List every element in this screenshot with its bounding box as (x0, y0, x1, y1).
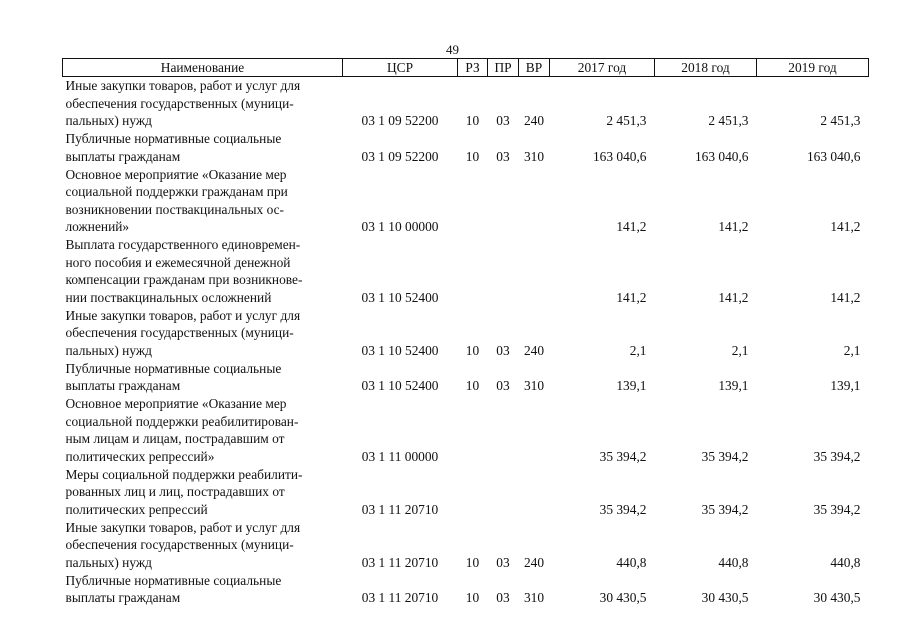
row-name: Основное мероприятие «Оказание мер социальной поддержки гражданам при возникновении поствакцинальных ос- ложнений» (65, 166, 288, 234)
row-rz (458, 395, 488, 466)
row-vr (519, 395, 550, 466)
row-name: Публичные нормативные социальные выплаты гражданам (65, 131, 282, 164)
row-vr (519, 236, 550, 307)
table-row (63, 466, 869, 519)
row-csr: 03 1 10 52400 (361, 342, 439, 358)
row-vr: 240 (523, 554, 545, 570)
row-2018: 440,8 (718, 554, 749, 570)
row-2019: 163 040,6 (806, 148, 861, 164)
table-row (63, 307, 869, 360)
row-pr: 03 (496, 148, 510, 164)
row-csr: 03 1 10 00000 (361, 219, 439, 234)
row-name: Публичные нормативные социальные выплаты гражданам (65, 360, 282, 393)
row-pr (488, 236, 519, 307)
row-name: Основное мероприятие «Оказание мер социальной поддержки реабилитирован- ным лицам и лицам, пострадавшим от политических репрессий» (65, 396, 299, 464)
header-2019: 2019 год (757, 59, 869, 77)
row-rz: 10 (465, 378, 480, 393)
row-2019: 30 430,5 (813, 590, 861, 605)
header-2017: 2017 год (550, 59, 655, 77)
row-2019: 141,2 (830, 289, 861, 305)
row-rz: 10 (465, 148, 480, 164)
row-2017: 440,8 (616, 554, 647, 570)
header-2018: 2018 год (655, 59, 757, 77)
table-row (63, 236, 869, 307)
row-2018: 141,2 (718, 219, 749, 234)
header-csr: ЦСР (343, 59, 458, 77)
row-2018: 2,1 (731, 342, 749, 358)
row-csr: 03 1 11 20710 (361, 554, 439, 570)
row-rz (458, 236, 488, 307)
row-rz (458, 166, 488, 237)
row-pr: 03 (496, 113, 510, 128)
row-2017: 35 394,2 (599, 448, 647, 464)
row-pr (488, 466, 519, 519)
row-csr: 03 1 11 20710 (361, 501, 439, 517)
table-row (63, 130, 869, 166)
row-2019: 35 394,2 (813, 448, 861, 464)
row-pr (488, 395, 519, 466)
row-pr: 03 (496, 342, 510, 358)
row-2018: 2 451,3 (708, 113, 749, 128)
row-pr: 03 (496, 378, 510, 393)
row-2018: 30 430,5 (701, 590, 749, 605)
row-2018: 35 394,2 (701, 501, 749, 517)
row-2017: 163 040,6 (592, 148, 647, 164)
row-2017: 2,1 (629, 342, 647, 358)
table-row (63, 395, 869, 466)
table-row (63, 572, 869, 608)
row-rz: 10 (465, 113, 480, 128)
row-rz: 10 (465, 342, 480, 358)
row-csr: 03 1 09 52200 (361, 113, 439, 128)
table-row (63, 166, 869, 237)
row-vr (519, 166, 550, 237)
row-pr: 03 (496, 590, 510, 605)
row-2017: 139,1 (616, 378, 647, 393)
row-vr: 310 (523, 590, 545, 605)
row-2018: 141,2 (718, 289, 749, 305)
row-2019: 35 394,2 (813, 501, 861, 517)
row-2017: 35 394,2 (599, 501, 647, 517)
row-2017: 141,2 (616, 289, 647, 305)
row-2019: 139,1 (830, 378, 861, 393)
row-2019: 2 451,3 (820, 113, 861, 128)
row-csr: 03 1 10 52400 (361, 289, 439, 305)
row-2018: 139,1 (718, 378, 749, 393)
budget-table (62, 58, 869, 607)
table-row (63, 519, 869, 572)
table-row (63, 360, 869, 396)
row-name: Иные закупки товаров, работ и услуг для обеспечения государственных (муници- пальных) нужд (65, 519, 301, 570)
row-vr: 310 (523, 378, 545, 393)
row-pr: 03 (496, 554, 510, 570)
row-2017: 141,2 (616, 219, 647, 234)
row-vr: 240 (523, 342, 545, 358)
row-vr: 310 (523, 148, 545, 164)
row-csr: 03 1 09 52200 (361, 148, 439, 164)
header-rz: РЗ (458, 59, 488, 77)
row-rz: 10 (465, 554, 480, 570)
page-number: 49 (446, 42, 459, 57)
header-name: Наименование (63, 59, 343, 77)
table-header-row (63, 59, 869, 77)
table-body (63, 77, 869, 608)
row-2017: 30 430,5 (599, 590, 647, 605)
row-rz (458, 466, 488, 519)
row-2019: 141,2 (830, 219, 861, 234)
row-csr: 03 1 11 00000 (361, 448, 439, 464)
row-2017: 2 451,3 (606, 113, 647, 128)
row-2019: 2,1 (843, 342, 861, 358)
header-vr: ВР (519, 59, 550, 77)
row-pr (488, 166, 519, 237)
table-row (63, 77, 869, 131)
header-pr: ПР (488, 59, 519, 77)
row-csr: 03 1 11 20710 (361, 590, 439, 605)
row-name: Иные закупки товаров, работ и услуг для обеспечения государственных (муници- пальных) нужд (65, 78, 301, 128)
row-name: Иные закупки товаров, работ и услуг для обеспечения государственных (муници- пальных) нужд (65, 307, 301, 358)
row-vr: 240 (523, 113, 545, 128)
row-name: Выплата государственного единовремен- ного пособия и ежемесячной денежной компенсации гражданам при возникнове- нии поствакцинальных осложнений (65, 237, 303, 305)
row-csr: 03 1 10 52400 (361, 378, 439, 393)
row-name: Меры социальной поддержки реабилити- рованных лиц и лиц, пострадавших от политических репрессий (65, 466, 303, 517)
row-2018: 35 394,2 (701, 448, 749, 464)
row-2018: 163 040,6 (694, 148, 749, 164)
row-name: Публичные нормативные социальные выплаты гражданам (65, 572, 282, 605)
row-2019: 440,8 (830, 554, 861, 570)
row-rz: 10 (465, 590, 480, 605)
row-vr (519, 466, 550, 519)
